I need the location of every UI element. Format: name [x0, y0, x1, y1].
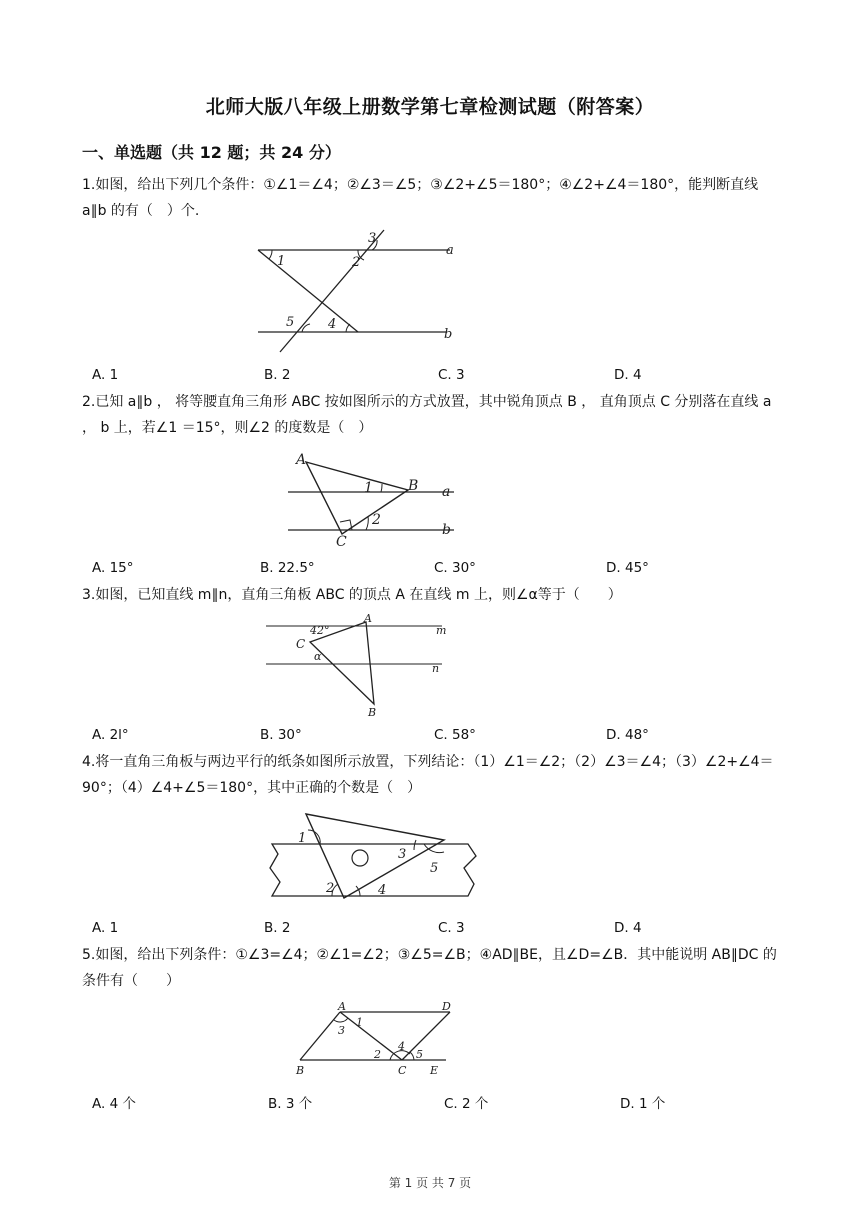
question-5-text: 5.如图，给出下列条件：①∠3=∠4；②∠1=∠2；③∠5=∠B；④AD∥BE，且∠D=∠B．其中能说明 AB∥DC 的条件有（ ）	[82, 947, 777, 989]
q1-label-a: a	[446, 243, 454, 258]
q1-option-d[interactable]: D. 4	[614, 367, 642, 383]
q2-option-c[interactable]: C. 30°	[434, 560, 476, 576]
q4-option-c[interactable]: C. 3	[438, 920, 465, 936]
q5-label-4: 4	[398, 1040, 405, 1053]
q1-option-c[interactable]: C. 3	[438, 367, 465, 383]
q5-option-a[interactable]: A. 4 个	[92, 1096, 136, 1112]
q2-option-d[interactable]: D. 45°	[606, 560, 649, 576]
q3-option-c[interactable]: C. 58°	[434, 727, 476, 743]
q4-label-1: 1	[298, 831, 307, 846]
question-1-figure	[250, 226, 470, 356]
question-3-figure	[262, 612, 462, 722]
q3-option-d[interactable]: D. 48°	[606, 727, 649, 743]
q1-label-b: b	[444, 327, 453, 342]
q2-label-a: a	[442, 484, 451, 500]
q1-label-5: 5	[286, 315, 295, 330]
q4-label-4: 4	[378, 883, 387, 898]
q3-option-b[interactable]: B. 30°	[260, 727, 302, 743]
q3-label-m: m	[436, 624, 447, 637]
q1-option-a[interactable]: A. 1	[92, 367, 119, 383]
q5-label-D: D	[442, 1000, 451, 1013]
q4-option-b[interactable]: B. 2	[264, 920, 291, 936]
question-2-figure	[284, 450, 474, 550]
q5-label-E: E	[430, 1064, 439, 1077]
q5-label-C: C	[398, 1064, 407, 1077]
q2-label-C: C	[336, 534, 347, 550]
question-2-text: 2.已知 a∥b ， 将等腰直角三角形 ABC 按如图所示的方式放置，其中锐角顶点 B ， 直角顶点 C 分别落在直线 a ， b 上，若∠1 ＝15°，则∠2 的度数是（ ）	[82, 394, 772, 436]
q1-label-2: 2	[352, 255, 361, 270]
q4-option-a[interactable]: A. 1	[92, 920, 119, 936]
q1-option-b[interactable]: B. 2	[264, 367, 291, 383]
q4-label-2: 2	[326, 881, 335, 896]
q3-option-a[interactable]: A. 2l°	[92, 727, 129, 743]
q3-label-n: n	[432, 662, 440, 675]
q5-option-d[interactable]: D. 1 个	[620, 1096, 666, 1112]
question-5-options	[92, 1092, 792, 1112]
q2-label-1: 1	[364, 480, 373, 496]
question-1-text: 1.如图，给出下列几个条件：①∠1＝∠4；②∠3＝∠5；③∠2+∠5＝180°；④∠2+∠4＝180°，能判断直线 a∥b 的有（ ）个.	[82, 177, 759, 219]
question-5-figure	[290, 998, 460, 1080]
q1-label-3: 3	[368, 231, 377, 246]
page-footer: 第 1 页 共 7 页	[388, 1176, 472, 1190]
q1-label-4: 4	[328, 317, 337, 332]
question-1-options	[92, 367, 792, 387]
question-4-options	[92, 920, 792, 940]
q1-label-1: 1	[277, 254, 286, 269]
q3-label-42: 42°	[310, 624, 330, 637]
q5-option-c[interactable]: C. 2 个	[444, 1096, 489, 1112]
q5-label-2: 2	[374, 1048, 381, 1061]
q5-label-B: B	[296, 1064, 305, 1077]
section-heading: 一、单选题（共 12 题；共 24 分）	[82, 143, 341, 162]
question-3-options	[92, 727, 792, 747]
q4-option-d[interactable]: D. 4	[614, 920, 642, 936]
question-4-figure	[268, 810, 488, 906]
q5-option-b[interactable]: B. 3 个	[268, 1096, 313, 1112]
document-title: 北师大版八年级上册数学第七章检测试题（附答案）	[205, 96, 655, 118]
q5-label-1: 1	[356, 1016, 363, 1029]
q2-label-A: A	[296, 452, 307, 468]
q2-option-b[interactable]: B. 22.5°	[260, 560, 315, 576]
q3-label-B: B	[368, 706, 377, 719]
q2-label-2: 2	[372, 512, 381, 528]
q4-label-3: 3	[398, 847, 407, 862]
q2-label-b: b	[442, 522, 451, 538]
q2-label-B: B	[408, 478, 419, 494]
q3-label-A: A	[364, 612, 372, 625]
q5-label-3: 3	[338, 1024, 345, 1037]
q5-label-5: 5	[416, 1048, 423, 1061]
q2-option-a[interactable]: A. 15°	[92, 560, 134, 576]
question-2-options	[92, 560, 792, 580]
question-3-text: 3.如图，已知直线 m∥n，直角三角板 ABC 的顶点 A 在直线 m 上，则∠α等于（ ）	[82, 587, 622, 603]
q5-label-A: A	[338, 1000, 346, 1013]
q3-label-alpha: α	[314, 650, 322, 663]
question-4-text: 4.将一直角三角板与两边平行的纸条如图所示放置，下列结论：（1）∠1＝∠2；（2）∠3＝∠4；（3）∠2+∠4＝90°；（4）∠4+∠5＝180°，其中正确的个数是（ ）	[82, 754, 774, 796]
q3-label-C: C	[296, 637, 306, 651]
q4-label-5: 5	[430, 861, 439, 876]
